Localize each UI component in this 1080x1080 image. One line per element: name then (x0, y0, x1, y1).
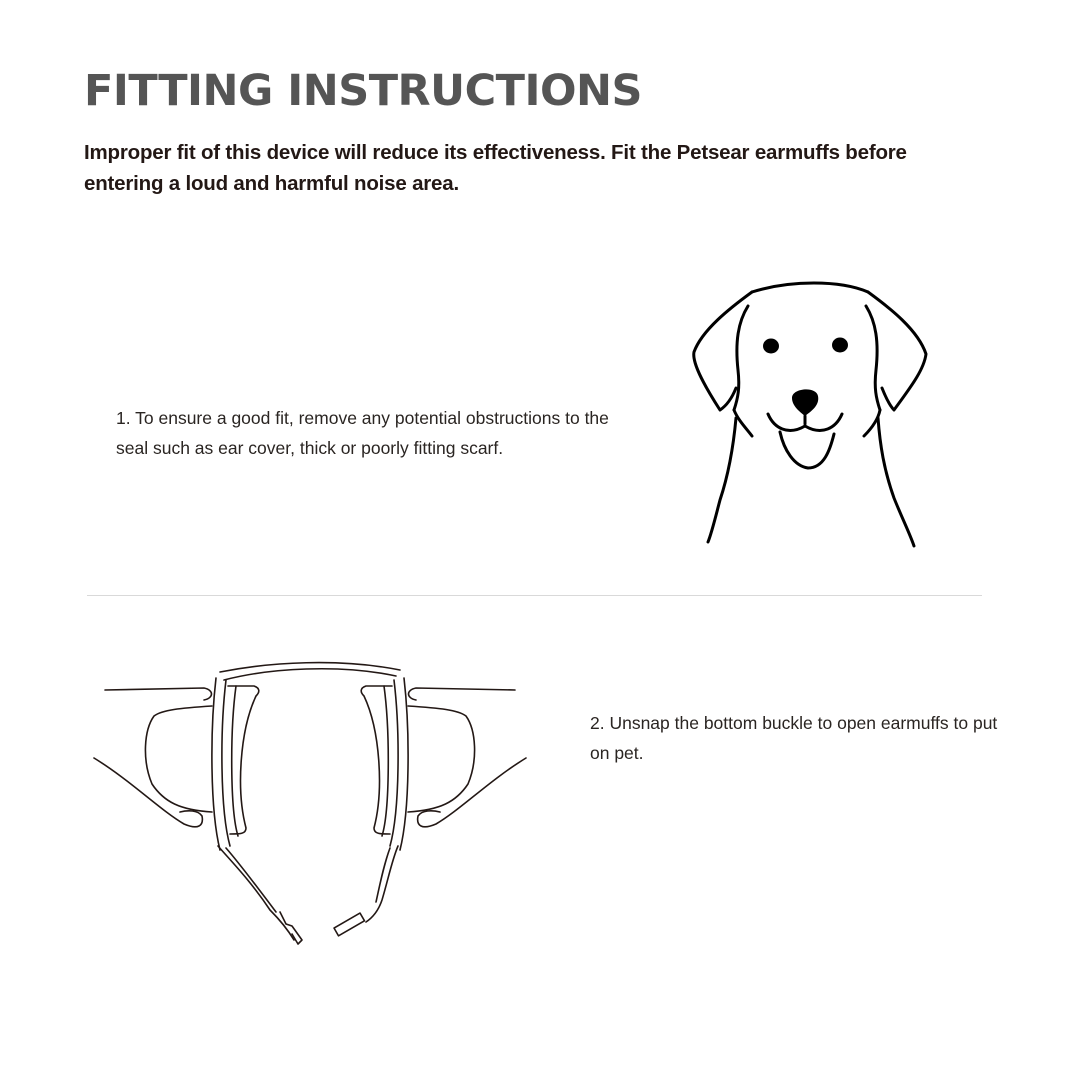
earmuffs-open-buckle-icon (80, 650, 540, 960)
intro-text: Improper fit of this device will reduce its effectiveness. Fit the Petsear earmuffs before entering a loud and harmful noise area. (84, 141, 907, 195)
step-2-text: 2. Unsnap the bottom buckle to open earmuffs to put on pet. (590, 713, 998, 763)
section-divider (87, 595, 982, 596)
step-1-text: 1. To ensure a good fit, remove any potential obstructions to the seal such as ear cover, thick or poorly fitting scarf. (116, 408, 609, 458)
dog-face-icon (680, 270, 940, 560)
page-title: FITTING INSTRUCTIONS (84, 66, 642, 116)
